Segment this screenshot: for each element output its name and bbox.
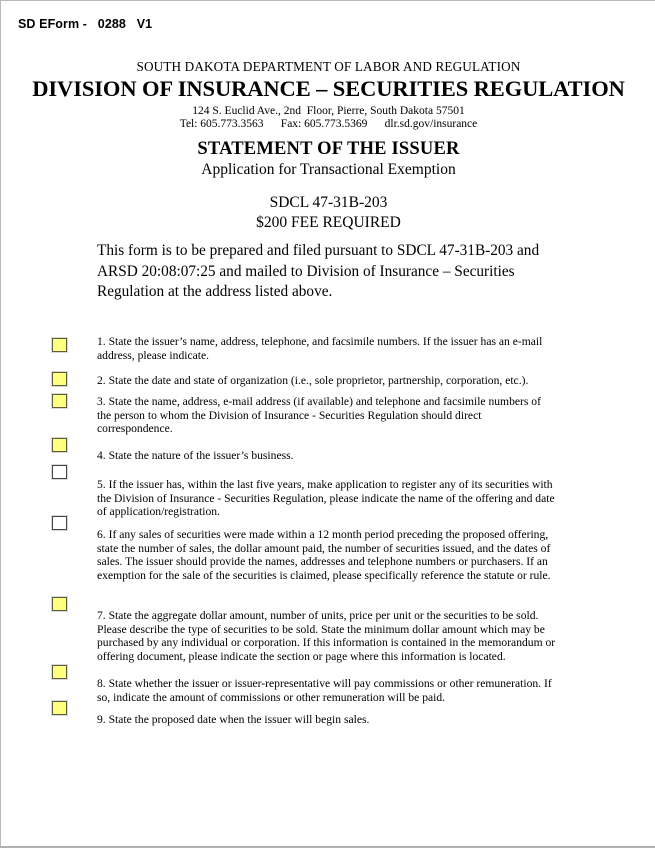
agency-address xyxy=(1,105,655,130)
item-text-6: 6. If any sales of securities were made within a 12 month period preceding the proposed offering, state the number of sales, the dollar amount paid, the number of securities issued, and the dates of sales. The issuer should provide the names, addresses and telephone numbers or purchasers. If an exemption for the sale of the securities is claimed, please specifically reference the statute or rule. xyxy=(97,528,551,582)
item-text-4: 4. State the nature of the issuer’s business. xyxy=(97,449,294,462)
statute-block xyxy=(1,193,655,232)
item-text-8: 8. State whether the issuer or issuer-representative will pay commissions or other remuneration. If so, indicate the amount of commissions or other remuneration will be paid. xyxy=(97,677,552,704)
item-checkbox-1[interactable] xyxy=(52,338,67,352)
division-name: DIVISION OF INSURANCE – SECURITIES REGULATION xyxy=(32,76,625,101)
fee-notice: $200 FEE REQUIRED xyxy=(256,213,401,231)
page-title: STATEMENT OF THE ISSUER xyxy=(197,139,460,159)
address-street-line: 124 S. Euclid Ave., 2nd Floor, Pierre, South Dakota 57501 xyxy=(192,105,465,117)
list-item xyxy=(1,664,655,704)
list-item xyxy=(1,365,655,391)
item-checkbox-5[interactable] xyxy=(52,465,67,479)
list-item xyxy=(1,464,655,519)
department-name: SOUTH DAKOTA DEPARTMENT OF LABOR AND REGULATION xyxy=(136,59,521,74)
form-title-block xyxy=(1,138,655,179)
item-text-1: 1. State the issuer’s name, address, telephone, and facsimile numbers. If the issuer has an e-mail address, please indicate. xyxy=(97,335,543,362)
item-text-2: 2. State the date and state of organization (i.e., sole proprietor, partnership, corporation, etc.). xyxy=(97,374,529,387)
list-item xyxy=(1,335,655,365)
item-checkbox-3[interactable] xyxy=(52,394,67,408)
list-item xyxy=(1,596,655,664)
page-subtitle: Application for Transactional Exemption xyxy=(201,161,456,178)
list-item xyxy=(1,515,655,596)
intro-paragraph: This form is to be prepared and filed pursuant to SDCL 47-31B-203 and ARSD 20:08:07:25 and mailed to Division of Insurance – Securities Regulation at the address listed above. xyxy=(97,242,540,300)
statute-citation: SDCL 47-31B-203 xyxy=(269,194,388,211)
item-checkbox-7[interactable] xyxy=(52,597,67,611)
item-text-7: 7. State the aggregate dollar amount, number of units, price per unit or the securities to be sold. Please describe the type of securities to be sold. State the minimum dollar amount which may be purchased by any individual or corporation. If this information is contained in the memorandum or offering document, please indicate the section or page where this information is located. xyxy=(97,609,556,663)
list-item xyxy=(1,391,655,436)
item-checkbox-4[interactable] xyxy=(52,438,67,452)
item-checkbox-9[interactable] xyxy=(52,701,67,715)
list-item xyxy=(1,436,655,464)
instruction-list xyxy=(1,335,655,730)
item-checkbox-8[interactable] xyxy=(52,665,67,679)
item-text-3: 3. State the name, address, e-mail address (if available) and telephone and facsimile numbers of the person to whom the Division of Insurance - Securities Regulation should direct correspondence. xyxy=(97,395,541,436)
address-contact-line: Tel: 605.773.3563 Fax: 605.773.5369 dlr.sd.gov/insurance xyxy=(179,117,478,130)
item-text-9: 9. State the proposed date when the issuer will begin sales. xyxy=(97,713,370,726)
item-text-5: 5. If the issuer has, within the last five years, make application to register any of its securities with the Division of Insurance - Securities Regulation, please indicate the name of the offering and date of application/registration. xyxy=(97,478,555,519)
eform-id-label: SD EForm - 0288 V1 xyxy=(18,17,153,31)
list-item xyxy=(1,700,655,730)
item-checkbox-2[interactable] xyxy=(52,372,67,386)
agency-header xyxy=(1,59,655,102)
item-checkbox-6[interactable] xyxy=(52,516,67,530)
